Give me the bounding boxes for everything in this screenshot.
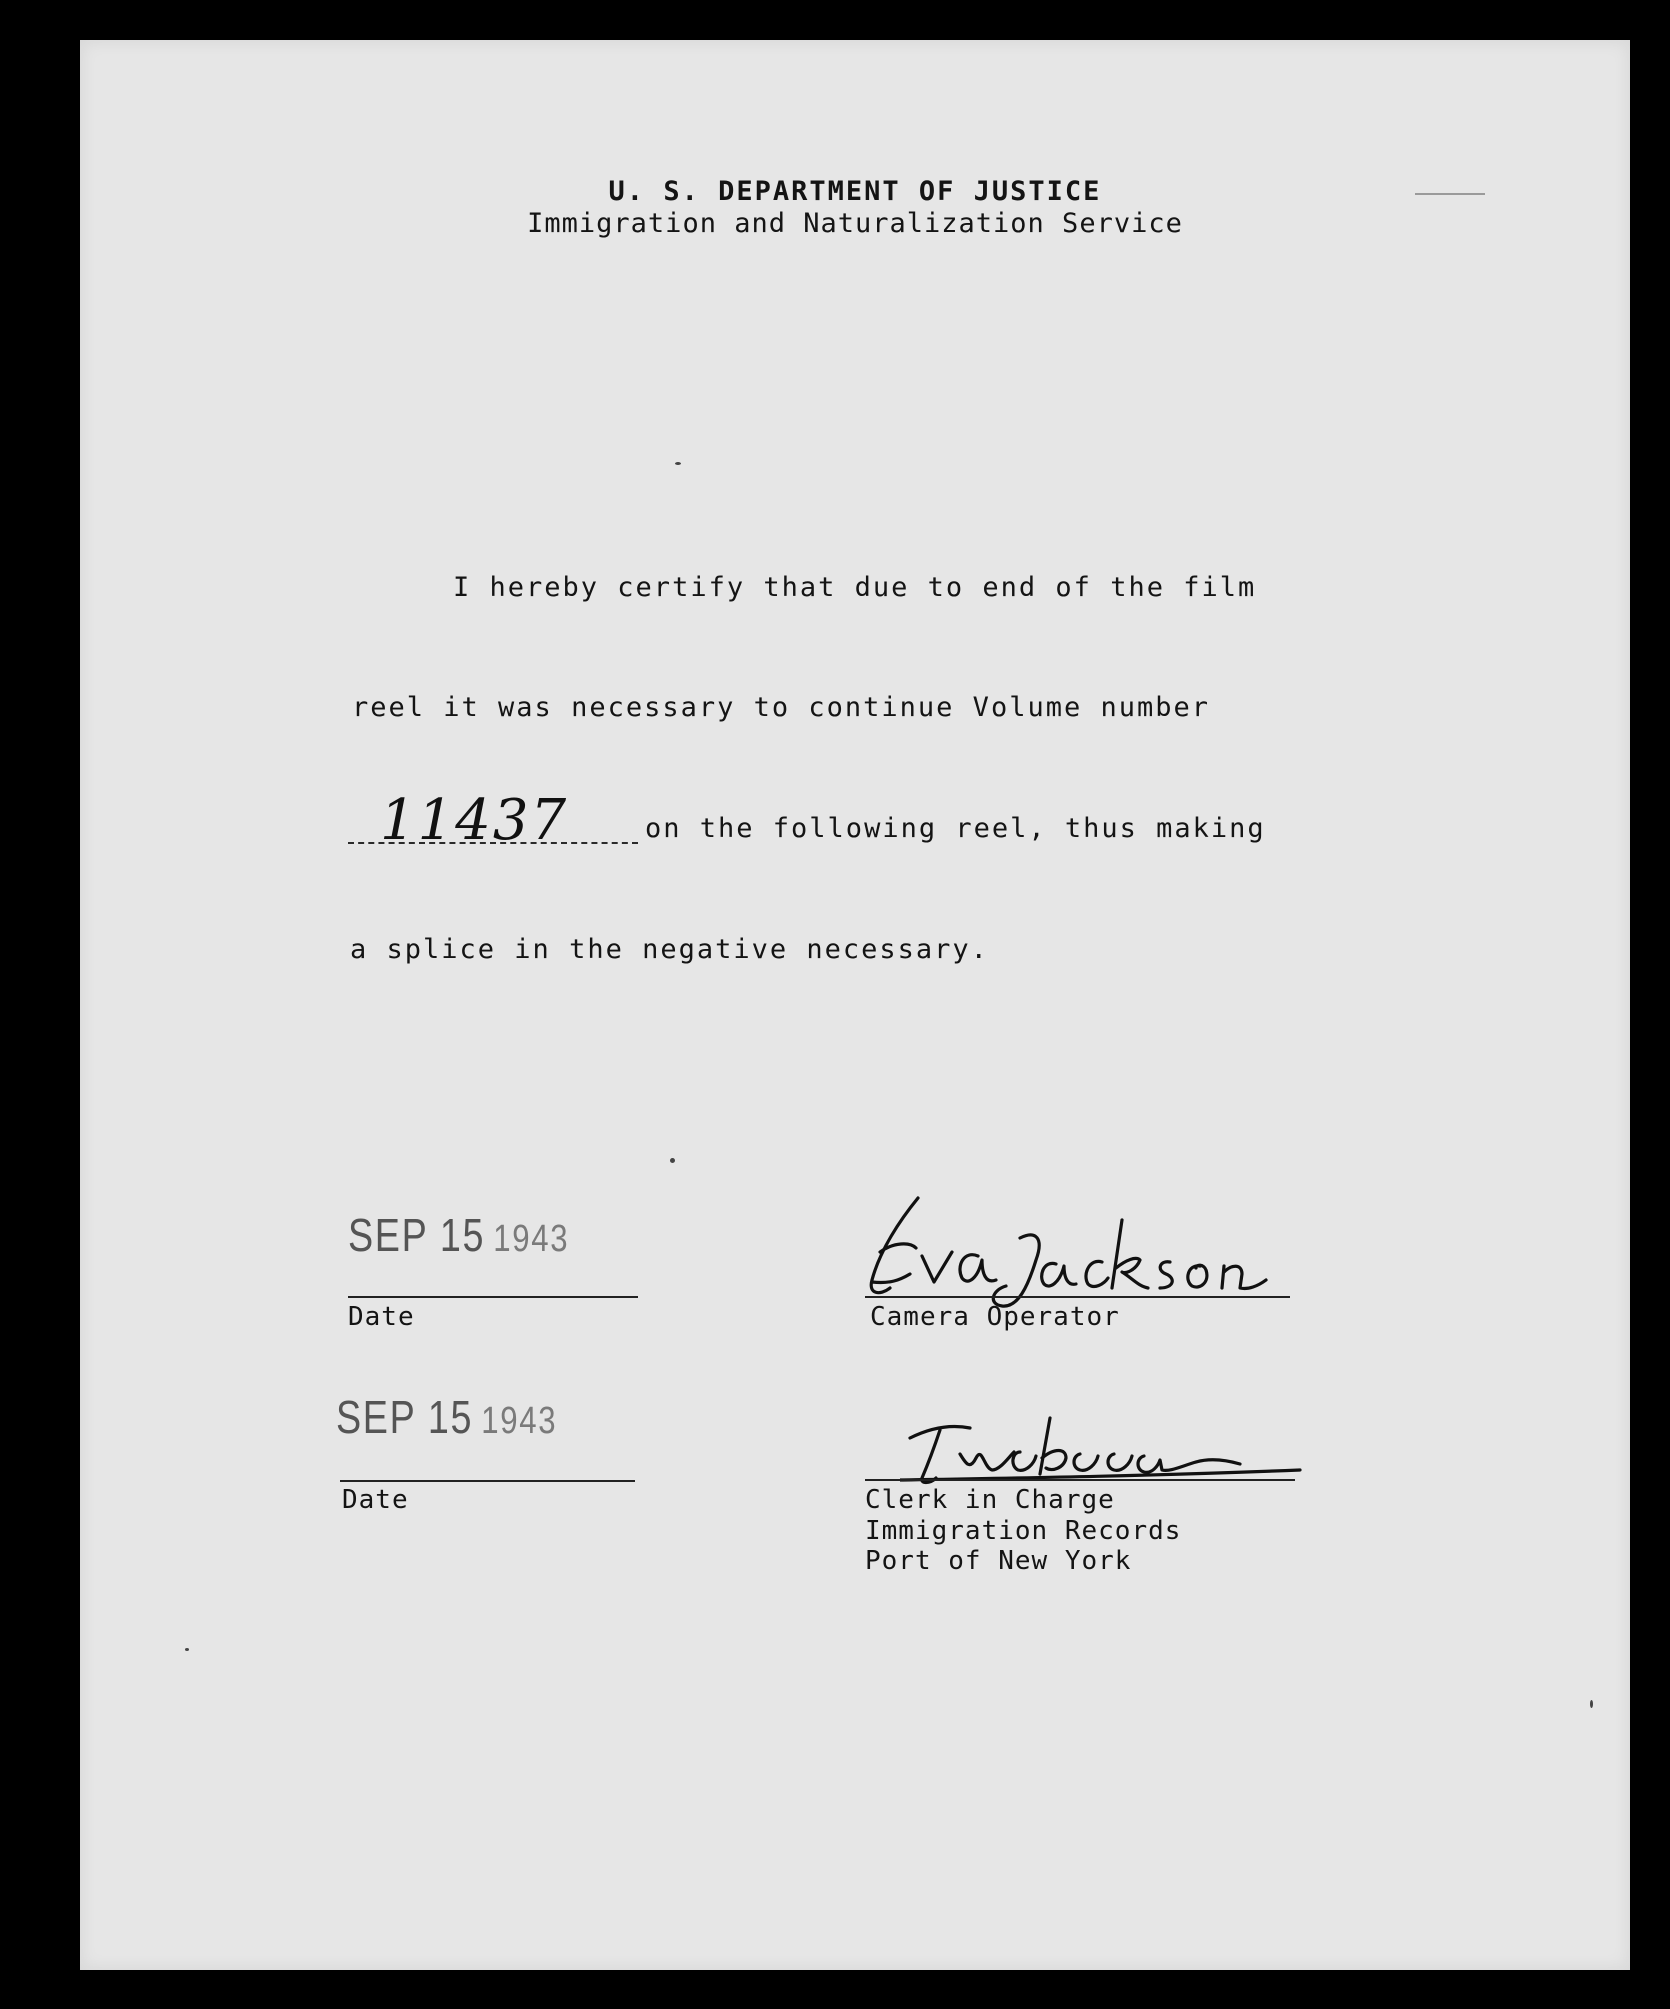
scan-speck [675,462,681,465]
clerk-signature [900,1408,1320,1488]
date-stamp-2 [336,1390,557,1444]
date-line-1 [348,1296,638,1298]
certification-line-4: a splice in the negative necessary. [350,934,989,965]
clerk-label-office: Immigration Records [865,1516,1182,1546]
date-label-1: Date [348,1302,415,1332]
service-heading: Immigration and Naturalization Service [527,208,1183,239]
clerk-signature-line [865,1479,1295,1481]
certification-line-2: reel it was necessary to continue Volume number [352,692,1211,723]
date-line-2 [340,1480,635,1482]
date-stamp-2-day: SEP 15 [336,1391,474,1443]
scan-speck [1590,1700,1593,1708]
camera-operator-signature [860,1190,1300,1310]
date-label-2: Date [342,1485,409,1515]
date-stamp-2-year: 1943 [481,1400,558,1442]
department-heading: U. S. DEPARTMENT OF JUSTICE [608,176,1102,207]
scan-speck [670,1158,675,1163]
clerk-label-title: Clerk in Charge [865,1485,1115,1515]
clerk-label-location: Port of New York [865,1546,1132,1576]
camera-operator-line [865,1296,1290,1298]
scan-speck [185,1648,189,1651]
date-stamp-1-year: 1943 [493,1218,570,1260]
certification-line-1: I hereby certify that due to end of the film [453,572,1257,603]
date-stamp-1 [348,1208,569,1262]
document-page [80,40,1630,1970]
volume-number-blank [348,842,638,844]
volume-number-handwritten: 11437 [380,788,569,853]
certification-line-3: on the following reel, thus making [645,813,1266,844]
camera-operator-label: Camera Operator [870,1302,1120,1332]
date-stamp-1-day: SEP 15 [348,1209,486,1261]
